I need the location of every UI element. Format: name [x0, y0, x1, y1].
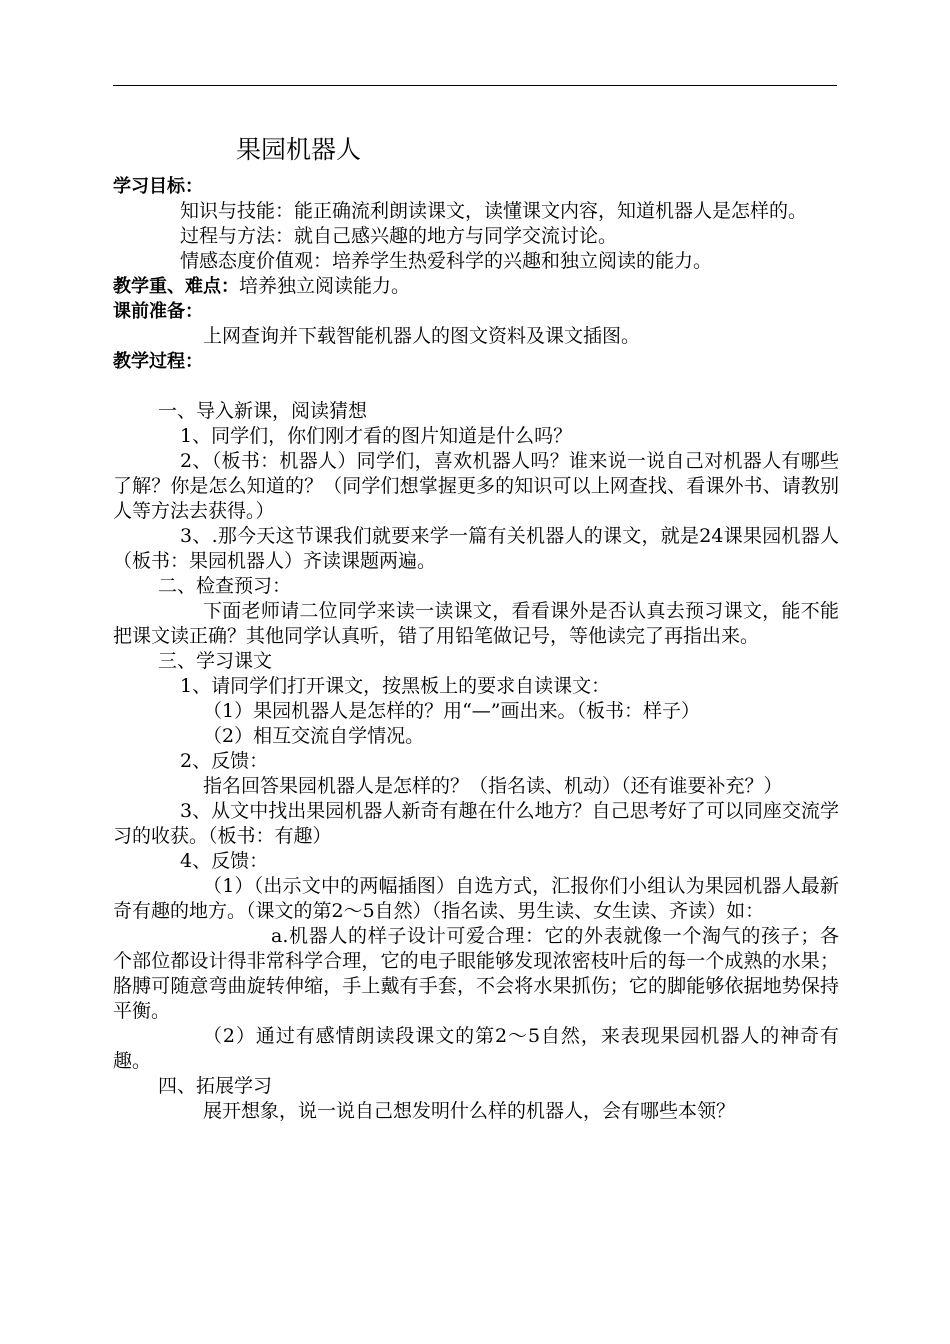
objective-process: 过程与方法：就自己感兴趣的地方与同学交流讨论。 [180, 225, 618, 247]
objectives-heading: 学习目标： [113, 176, 203, 197]
procedure-heading: 教学过程： [113, 351, 203, 372]
section-3-item-4a: （1）（出示文中的两幅插图）自选方式，汇报你们小组认为果园机器人最新奇有趣的地方。（课文的第2～5自然）（指名读、男生读、女生读、齐读）如： [113, 875, 839, 922]
section-1-item-1: 1、同学们，你们刚才看的图片知道是什么吗？ [180, 425, 573, 447]
section-3-item-1b: （2）相互交流自学情况。 [203, 725, 425, 747]
section-1-item-2: 2、（板书：机器人）同学们，喜欢机器人吗？谁来说一说自己对机器人有哪些了解？你是怎么知道的？（同学们想掌握更多的知识可以上网查找、看课外书、请教别人等方法去获得。） [113, 450, 839, 522]
lesson-title: 果园机器人 [236, 135, 362, 164]
blank-line [113, 374, 839, 399]
section-1-title: 一、导入新课，阅读猜想 [158, 400, 368, 422]
preparation-text: 上网查询并下载智能机器人的图文资料及课文插图。 [203, 325, 641, 347]
section-2-title: 二、检查预习： [158, 575, 292, 597]
key-points-heading: 教学重、难点： [113, 276, 239, 297]
header-rule [113, 85, 837, 86]
section-3-item-4a-a: a.机器人的样子设计可爱合理：它的外表就像一个淘气的孩子；各个部位都设计得非常科学合理，它的电子眼能够发现浓密枝叶后的每一个成熟的水果；胳膊可随意弯曲旋转伸缩，手上戴有手套，不会将水果抓伤；它的脚能够依据地势保持平衡。 [113, 925, 839, 1022]
document-body [113, 174, 839, 1124]
section-3-title: 三、学习课文 [158, 650, 273, 672]
section-3-item-1: 1、请同学们打开课文，按黑板上的要求自读课文： [180, 675, 611, 697]
key-points-line [113, 274, 839, 299]
objective-emotion: 情感态度价值观：培养学生热爱科学的兴趣和独立阅读的能力。 [180, 250, 713, 272]
section-3-item-2: 2、反馈： [180, 750, 269, 772]
section-3-item-1a: （1）果园机器人是怎样的？用“—”画出来。（板书：样子） [203, 700, 701, 722]
section-3-item-3: 3、从文中找出果园机器人新奇有趣在什么地方？自己思考好了可以同座交流学习的收获。（板书：有趣） [113, 800, 839, 847]
section-4-text: 展开想象，说一说自己想发明什么样的机器人，会有哪些本领？ [203, 1100, 736, 1122]
section-3-item-4: 4、反馈： [180, 850, 269, 872]
section-2-text: 下面老师请二位同学来读一读课文，看看课外是否认真去预习课文，能不能把课文读正确？其他同学认真听，错了用铅笔做记号，等他读完了再指出来。 [113, 600, 839, 647]
section-3-item-2a: 指名回答果园机器人是怎样的？（指名读、机动）（还有谁要补充？） [203, 775, 783, 797]
section-4-title: 四、拓展学习 [158, 1075, 273, 1097]
section-3-item-4b: （2）通过有感情朗读段课文的第2～5自然，来表现果园机器人的神奇有趣。 [113, 1025, 839, 1072]
preparation-heading: 课前准备： [113, 301, 203, 322]
key-points-text: 培养独立阅读能力。 [239, 275, 411, 297]
section-1-item-3: 3、.那今天这节课我们就要来学一篇有关机器人的课文，就是24课果园机器人（板书：果园机器人）齐读课题两遍。 [113, 525, 839, 572]
objective-knowledge: 知识与技能：能正确流利朗读课文，读懂课文内容，知道机器人是怎样的。 [180, 200, 808, 222]
